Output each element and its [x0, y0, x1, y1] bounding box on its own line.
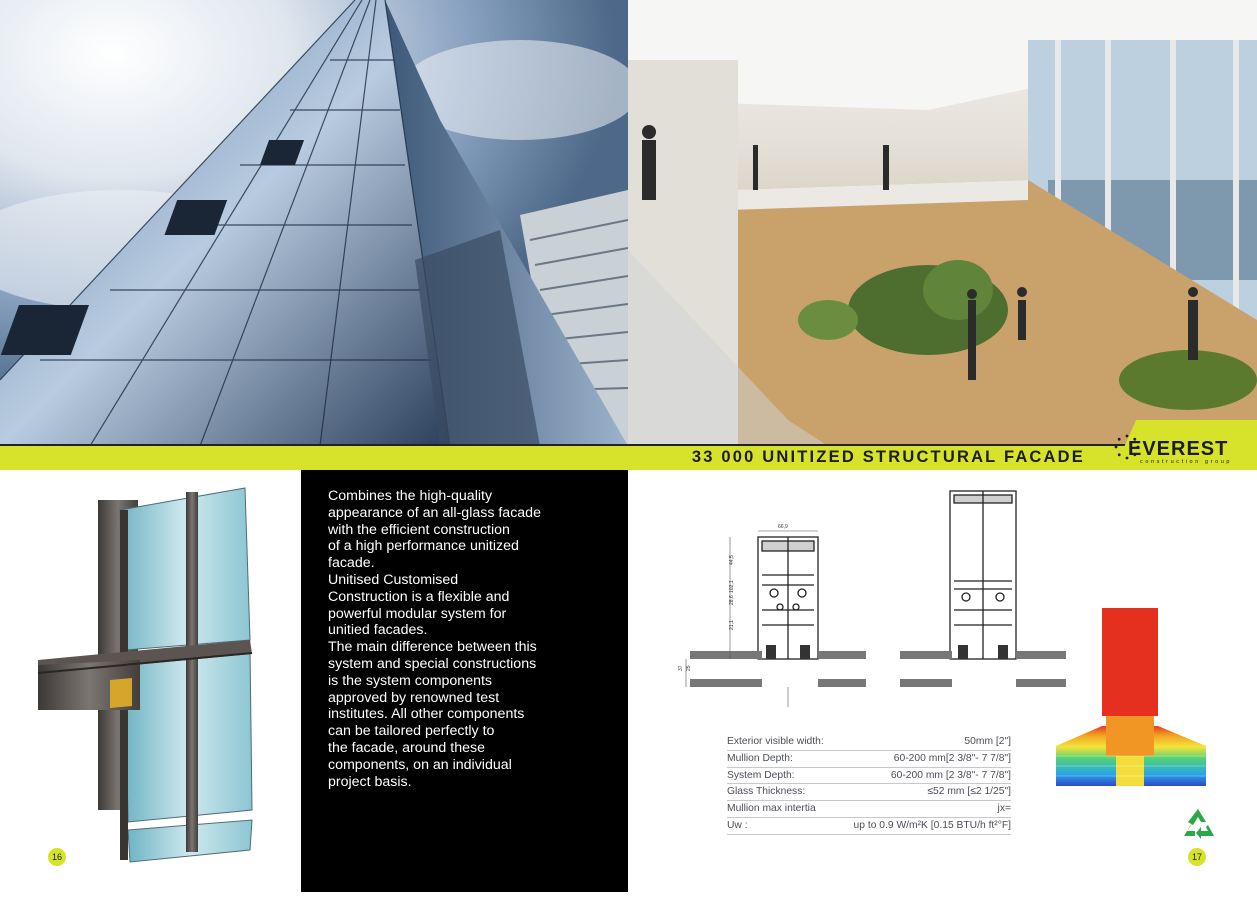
description-line: Unitised Customised: [328, 571, 459, 588]
dimension-label: 44,5: [729, 555, 735, 565]
description-line: project basis.: [328, 773, 412, 790]
spec-label: Mullion Depth:: [727, 752, 793, 764]
dimension-label: 21,1: [729, 620, 735, 630]
page-title: 33 000 UNITIZED STRUCTURAL FACADE: [691, 448, 1085, 466]
spec-label: Uw :: [727, 819, 748, 831]
spec-row: [727, 801, 1011, 818]
description-line: with the efficient construction: [328, 521, 510, 538]
description-line: appearance of an all-glass facade: [328, 504, 541, 521]
spec-row: [727, 818, 1011, 835]
description-line: facade.: [328, 555, 375, 572]
spec-table: [727, 734, 1011, 835]
description-line: can be tailored perfectly to: [328, 723, 495, 740]
spec-row: [727, 784, 1011, 801]
dimension-label: 37: [678, 665, 684, 671]
dimension-label: 66,9: [778, 524, 788, 530]
brand-name: EVEREST: [1128, 438, 1229, 460]
skyscraper-photo: [0, 0, 628, 446]
description-line: system and special constructions: [328, 655, 537, 672]
interior-atrium-photo: [628, 0, 1257, 446]
spec-label: Exterior visible width:: [727, 736, 824, 747]
description-line: Construction is a flexible and: [328, 588, 510, 605]
description-line: is the system components: [328, 672, 493, 689]
description-line: the facade, around these: [328, 739, 485, 756]
description-line: of a high performance unitized: [328, 538, 519, 555]
description-line: approved by renowned test: [328, 689, 500, 706]
dimension-label: 28,6: [729, 595, 735, 605]
description-line: components, on an individual: [328, 756, 512, 773]
facade-product-render: [0, 470, 301, 892]
spec-value: 60-200 mm [2 3/8"- 7 7/8"]: [890, 769, 1011, 781]
spec-value: ≤52 mm [≤2 1/25"]: [927, 786, 1011, 798]
page-number-left: 16: [48, 848, 66, 866]
spec-value: 60-200 mm[2 3/8"- 7 7/8"]: [893, 752, 1011, 764]
dimension-label: 102,1: [729, 580, 735, 593]
description-text: [328, 488, 558, 790]
description-line: powerful modular system for: [328, 605, 507, 622]
mullion-section-drawing: [670, 485, 1090, 715]
spec-row: [727, 768, 1011, 785]
description-line: Combines the high-quality: [328, 488, 493, 504]
spec-label: Mullion max intertia: [727, 803, 816, 815]
brand-tagline: construction group: [1140, 459, 1233, 465]
spec-row: [727, 751, 1011, 768]
page-number-right: 17: [1188, 848, 1206, 866]
spec-value: jx=: [997, 803, 1011, 815]
spec-row: [727, 734, 1011, 751]
spec-value: 50mm [2"]: [964, 736, 1011, 747]
spec-label: System Depth:: [727, 769, 795, 781]
spec-value: up to 0.9 W/m²K [0.15 BTU/h ft²°F]: [853, 819, 1011, 831]
description-line: unitied facades.: [328, 622, 428, 639]
description-line: The main difference between this: [328, 639, 537, 656]
dimension-label: 25: [686, 665, 692, 671]
description-line: institutes. All other components: [328, 706, 525, 723]
spec-label: Glass Thickness:: [727, 786, 806, 798]
recycle-icon: [1181, 808, 1215, 840]
thermal-analysis-diagram: [1046, 606, 1216, 796]
